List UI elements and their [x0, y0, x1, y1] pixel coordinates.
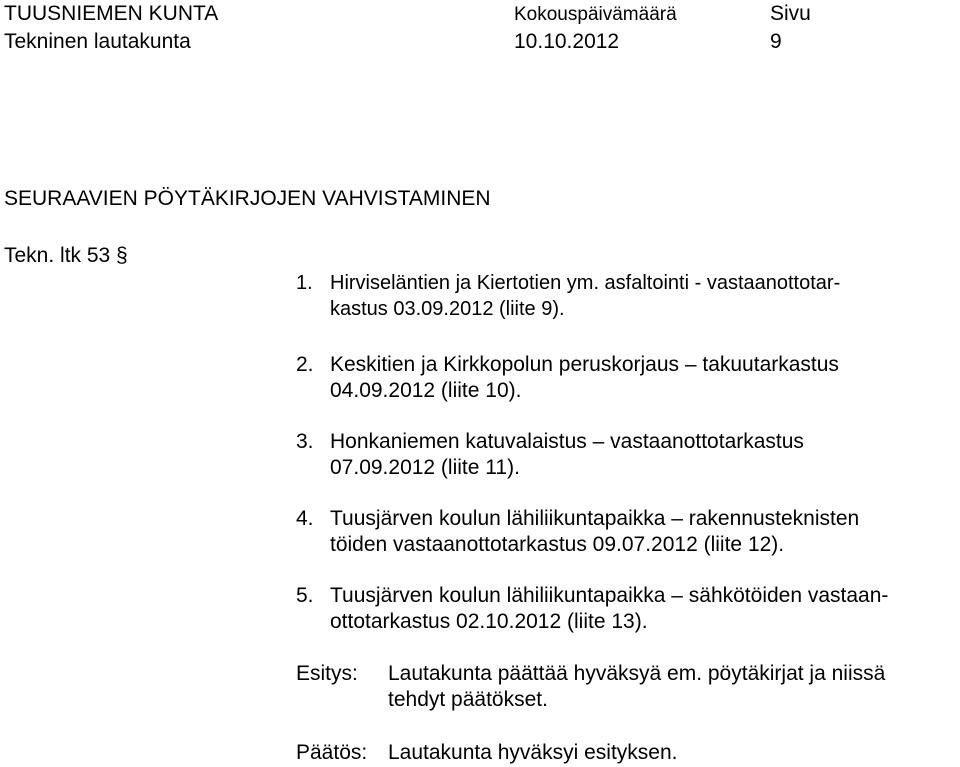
proposal-text: Lautakunta päättää hyväksyä em. pöytäkirjat ja niissä tehdyt päätökset.: [388, 662, 886, 711]
item-number: 3.: [296, 430, 314, 453]
decision-label: Päätös:: [296, 741, 368, 764]
section-title: SEURAAVIEN PÖYTÄKIRJOJEN VAHVISTAMINEN: [4, 187, 491, 210]
item-text: Keskitien ja Kirkkopolun peruskorjaus – takuutarkastus 04.09.2012 (liite 10).: [330, 353, 839, 402]
item-number: 2.: [296, 353, 314, 376]
organization-name: TUUSNIEMEN KUNTA: [4, 2, 219, 25]
item-number: 5.: [296, 584, 314, 607]
list-item: [296, 270, 956, 322]
meeting-date: 10.10.2012: [514, 30, 620, 53]
list-item: [296, 583, 956, 635]
date-label: Kokouspäivämäärä: [514, 4, 677, 25]
decision: [296, 740, 956, 766]
item-number: 4.: [296, 507, 314, 530]
item-text: Hirviseläntien ja Kiertotien ym. asfaltointi - vastaanottotar- kastus 03.09.2012 (liite 9).: [330, 272, 841, 320]
decision-text: Lautakunta hyväksyi esityksen.: [388, 741, 678, 764]
list-item: [296, 506, 956, 558]
item-code: Tekn. ltk 53 §: [4, 244, 128, 267]
item-text: Honkaniemen katuvalaistus – vastaanottotarkastus 07.09.2012 (liite 11).: [330, 430, 804, 479]
item-number: 1.: [296, 272, 313, 294]
board-name: Tekninen lautakunta: [4, 30, 191, 53]
item-text: Tuusjärven koulun lähiliikuntapaikka – sähkötöiden vastaan- ottotarkastus 02.10.2012 (liite 13).: [330, 584, 889, 633]
item-text: Tuusjärven koulun lähiliikuntapaikka – rakennusteknisten töiden vastaanottotarkastus 09.07.2012 (liite 12).: [330, 507, 860, 556]
list-item: [296, 429, 956, 481]
list-item: [296, 352, 956, 404]
page-number: 9: [770, 30, 782, 53]
page-label: Sivu: [770, 2, 811, 25]
proposal: [296, 661, 956, 713]
proposal-label: Esitys:: [296, 662, 358, 685]
